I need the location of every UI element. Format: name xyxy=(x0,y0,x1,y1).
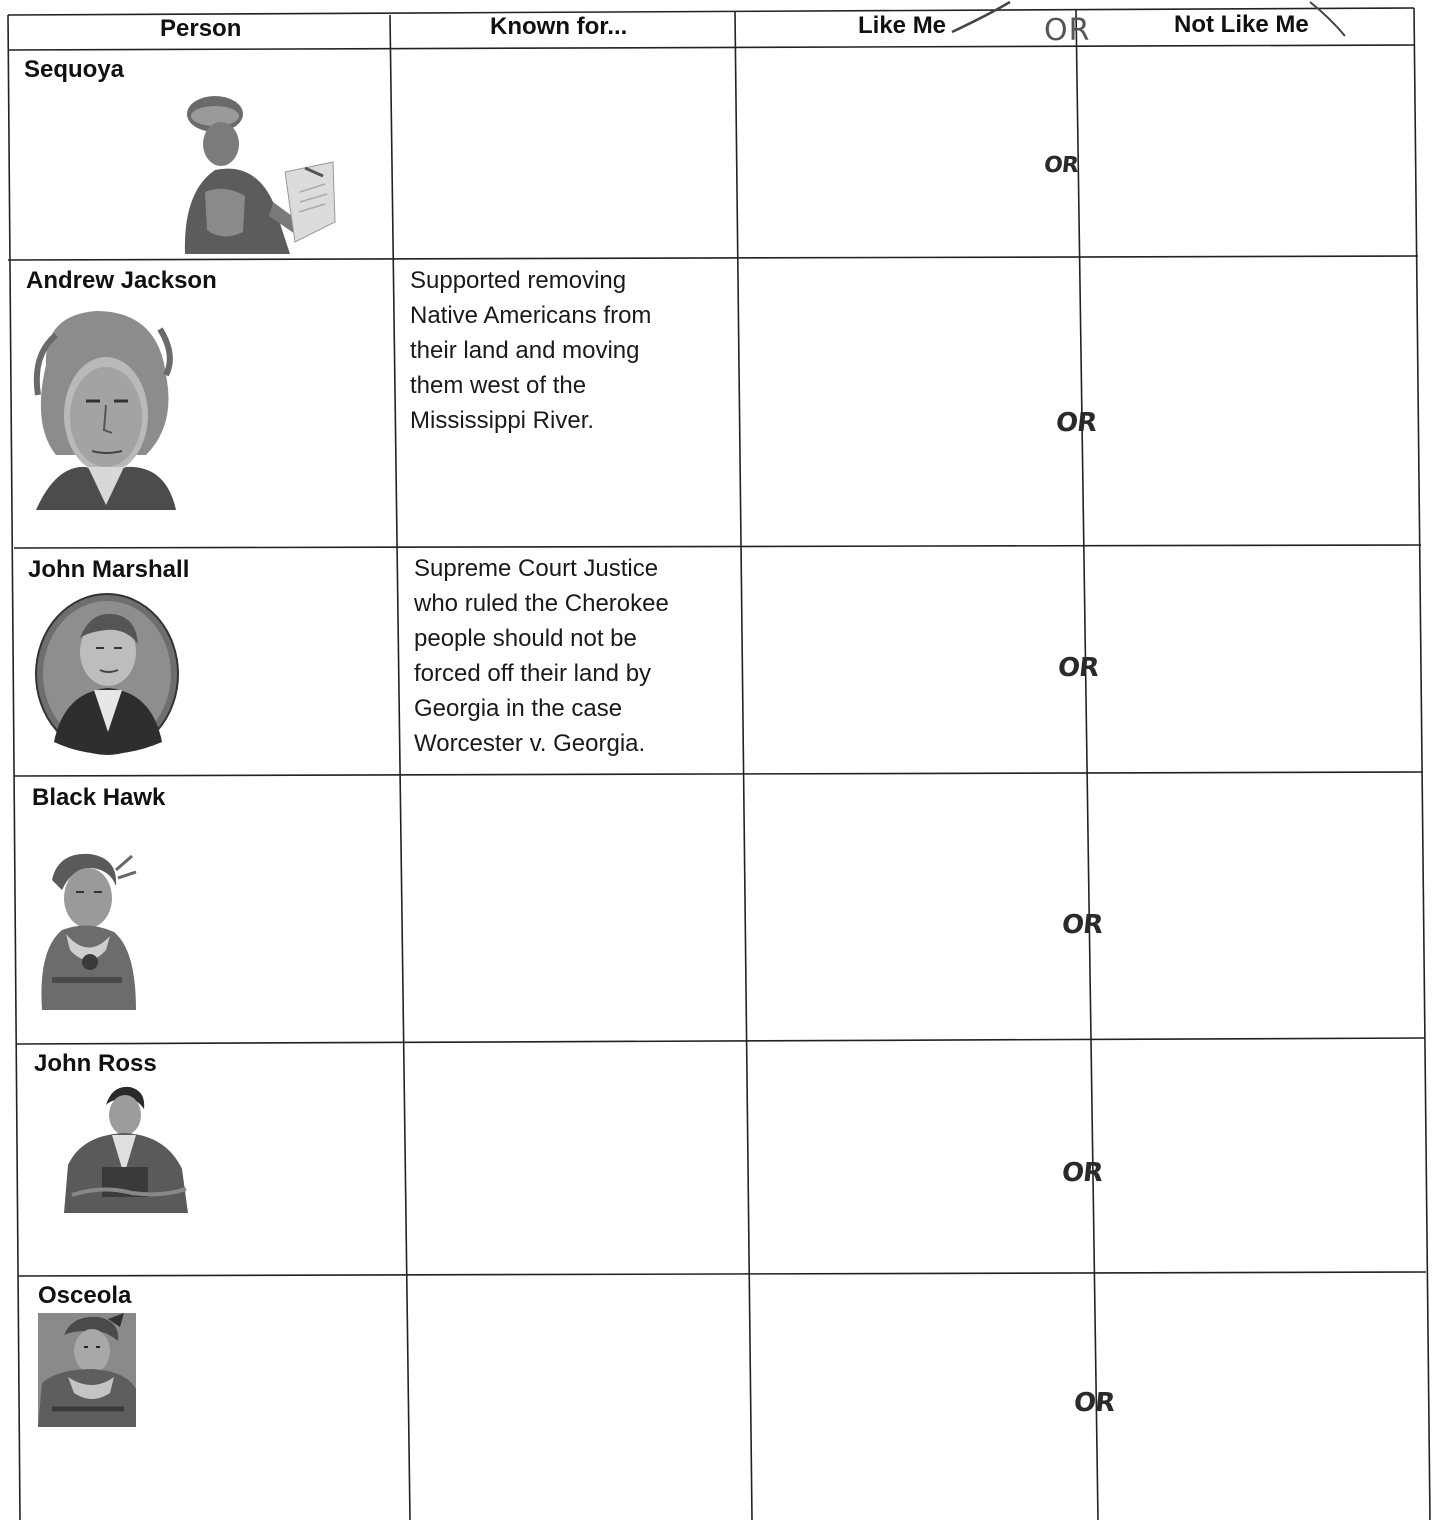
known-for-line: Native Americans from xyxy=(410,302,652,329)
header-not-like-me: Not Like Me xyxy=(1174,11,1309,38)
john-ross-portrait xyxy=(62,1085,190,1215)
known-for-line: people should not be xyxy=(414,625,637,652)
handwritten-or-row2: OR xyxy=(1054,408,1098,438)
handwritten-or-row5: OR xyxy=(1060,1158,1104,1188)
person-name-john-marshall: John Marshall xyxy=(28,556,190,583)
handwritten-or-row3: OR xyxy=(1056,653,1100,683)
known-for-line: who ruled the Cherokee xyxy=(414,590,669,617)
known-for-line: Supreme Court Justice xyxy=(414,555,659,582)
handwritten-or-header: OR xyxy=(1044,13,1091,48)
handwritten-or-row6: OR xyxy=(1072,1388,1116,1418)
known-for-john-marshall xyxy=(414,551,744,761)
header-known-for: Known for... xyxy=(490,13,628,40)
known-for-line: forced off their land by xyxy=(414,660,652,687)
handwritten-or-row4: OR xyxy=(1060,910,1104,940)
andrew-jackson-portrait xyxy=(26,305,181,520)
known-for-line: their land and moving xyxy=(410,337,640,364)
john-marshall-portrait xyxy=(34,592,180,756)
person-name-osceola: Osceola xyxy=(38,1282,132,1309)
known-for-andrew-jackson xyxy=(410,263,730,438)
known-for-line: them west of the xyxy=(410,372,587,399)
known-for-line: Supported removing xyxy=(410,267,627,294)
person-name-john-ross: John Ross xyxy=(34,1050,157,1077)
person-name-sequoya: Sequoya xyxy=(24,56,125,83)
osceola-portrait xyxy=(38,1313,136,1427)
header-person: Person xyxy=(160,15,242,42)
known-for-line: Georgia in the case xyxy=(414,695,623,722)
person-name-andrew-jackson: Andrew Jackson xyxy=(26,267,217,294)
handwritten-or-row1: OR xyxy=(1042,153,1080,178)
known-for-line: Worcester v. Georgia. xyxy=(414,730,646,757)
header-like-me: Like Me xyxy=(858,12,947,39)
known-for-line: Mississippi River. xyxy=(410,407,595,434)
person-name-black-hawk: Black Hawk xyxy=(32,784,166,811)
black-hawk-portrait xyxy=(32,850,140,1010)
sequoya-portrait xyxy=(165,92,340,254)
